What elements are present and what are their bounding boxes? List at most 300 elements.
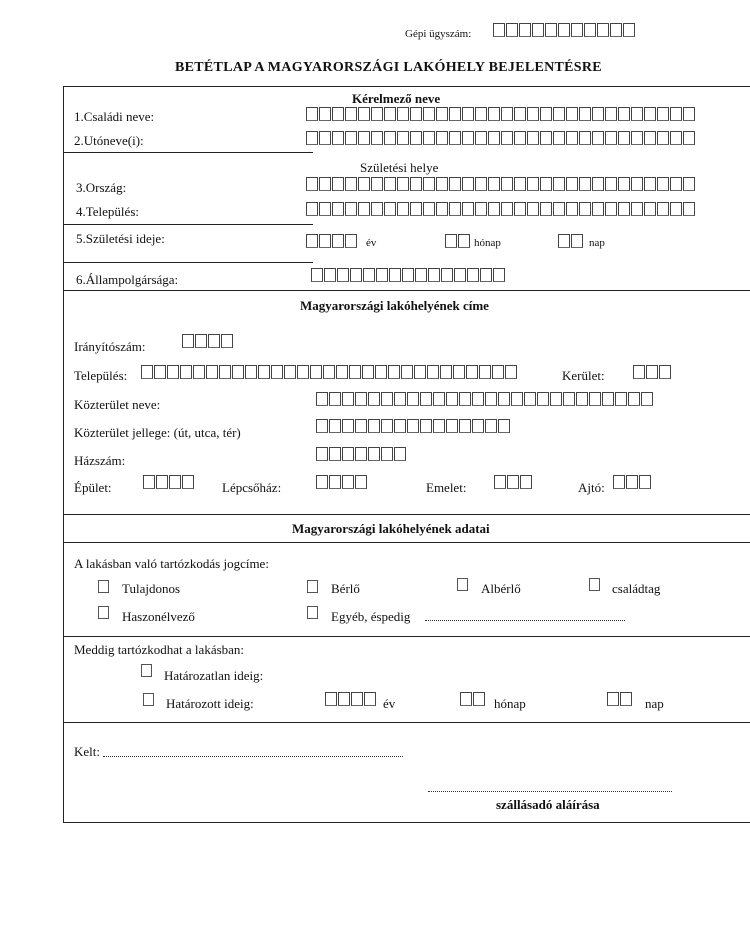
char-box[interactable] bbox=[618, 202, 630, 216]
char-box[interactable] bbox=[436, 107, 448, 121]
birth-settlement-boxes[interactable] bbox=[306, 202, 696, 218]
char-box[interactable] bbox=[338, 692, 350, 706]
given-names-boxes[interactable] bbox=[306, 131, 696, 147]
house-number-boxes[interactable] bbox=[316, 447, 407, 463]
char-box[interactable] bbox=[540, 202, 552, 216]
char-box[interactable] bbox=[368, 419, 380, 433]
char-box[interactable] bbox=[537, 392, 549, 406]
char-box[interactable] bbox=[501, 131, 513, 145]
char-box[interactable] bbox=[154, 365, 166, 379]
char-box[interactable] bbox=[193, 365, 205, 379]
char-box[interactable] bbox=[329, 447, 341, 461]
char-box[interactable] bbox=[401, 365, 413, 379]
char-box[interactable] bbox=[427, 365, 439, 379]
char-box[interactable] bbox=[520, 475, 532, 489]
char-box[interactable] bbox=[644, 177, 656, 191]
citizenship-boxes[interactable] bbox=[311, 268, 506, 284]
char-box[interactable] bbox=[453, 365, 465, 379]
char-box[interactable] bbox=[670, 107, 682, 121]
char-box[interactable] bbox=[394, 419, 406, 433]
subtenant-checkbox[interactable] bbox=[457, 578, 468, 591]
char-box[interactable] bbox=[644, 131, 656, 145]
char-box[interactable] bbox=[342, 447, 354, 461]
char-box[interactable] bbox=[459, 392, 471, 406]
char-box[interactable] bbox=[316, 392, 328, 406]
char-box[interactable] bbox=[410, 131, 422, 145]
birth-year-boxes[interactable] bbox=[306, 234, 358, 250]
char-box[interactable] bbox=[141, 365, 153, 379]
char-box[interactable] bbox=[501, 202, 513, 216]
district-boxes[interactable] bbox=[633, 365, 672, 381]
case-number-boxes[interactable] bbox=[493, 23, 636, 39]
char-box[interactable] bbox=[589, 392, 601, 406]
char-box[interactable] bbox=[407, 392, 419, 406]
char-box[interactable] bbox=[605, 177, 617, 191]
char-box[interactable] bbox=[297, 365, 309, 379]
char-box[interactable] bbox=[445, 234, 457, 248]
dated-label: Kelt: bbox=[74, 744, 100, 759]
char-box[interactable] bbox=[623, 23, 635, 37]
char-box[interactable] bbox=[644, 107, 656, 121]
char-box[interactable] bbox=[368, 447, 380, 461]
char-box[interactable] bbox=[631, 177, 643, 191]
char-box[interactable] bbox=[397, 107, 409, 121]
char-box[interactable] bbox=[436, 177, 448, 191]
char-box[interactable] bbox=[644, 202, 656, 216]
char-box[interactable] bbox=[631, 131, 643, 145]
char-box[interactable] bbox=[507, 475, 519, 489]
char-box[interactable] bbox=[319, 131, 331, 145]
tenant-checkbox[interactable] bbox=[307, 580, 318, 593]
char-box[interactable] bbox=[683, 202, 695, 216]
char-box[interactable] bbox=[384, 177, 396, 191]
street-type-boxes[interactable] bbox=[316, 419, 511, 435]
char-box[interactable] bbox=[514, 202, 526, 216]
char-box[interactable] bbox=[501, 177, 513, 191]
char-box[interactable] bbox=[310, 365, 322, 379]
char-box[interactable] bbox=[436, 131, 448, 145]
char-box[interactable] bbox=[553, 131, 565, 145]
char-box[interactable] bbox=[493, 268, 505, 282]
char-box[interactable] bbox=[576, 392, 588, 406]
char-box[interactable] bbox=[488, 177, 500, 191]
char-box[interactable] bbox=[605, 202, 617, 216]
char-box[interactable] bbox=[519, 23, 531, 37]
char-box[interactable] bbox=[329, 475, 341, 489]
usufructuary-checkbox[interactable] bbox=[98, 606, 109, 619]
until-year-boxes[interactable] bbox=[325, 692, 377, 708]
char-box[interactable] bbox=[332, 234, 344, 248]
char-box[interactable] bbox=[351, 692, 363, 706]
char-box[interactable] bbox=[454, 268, 466, 282]
char-box[interactable] bbox=[602, 392, 614, 406]
char-box[interactable] bbox=[475, 177, 487, 191]
postcode-boxes[interactable] bbox=[182, 334, 234, 350]
char-box[interactable] bbox=[460, 692, 472, 706]
char-box[interactable] bbox=[657, 202, 669, 216]
char-box[interactable] bbox=[613, 475, 625, 489]
char-box[interactable] bbox=[506, 23, 518, 37]
char-box[interactable] bbox=[271, 365, 283, 379]
char-box[interactable] bbox=[355, 475, 367, 489]
char-box[interactable] bbox=[566, 202, 578, 216]
char-box[interactable] bbox=[410, 202, 422, 216]
char-box[interactable] bbox=[381, 419, 393, 433]
char-box[interactable] bbox=[485, 419, 497, 433]
char-box[interactable] bbox=[284, 365, 296, 379]
char-box[interactable] bbox=[345, 234, 357, 248]
char-box[interactable] bbox=[167, 365, 179, 379]
char-box[interactable] bbox=[388, 365, 400, 379]
char-box[interactable] bbox=[319, 234, 331, 248]
other-detail-line[interactable] bbox=[425, 620, 625, 621]
char-box[interactable] bbox=[306, 107, 318, 121]
char-box[interactable] bbox=[446, 392, 458, 406]
char-box[interactable] bbox=[345, 107, 357, 121]
char-box[interactable] bbox=[579, 131, 591, 145]
dated-line[interactable] bbox=[103, 756, 403, 757]
char-box[interactable] bbox=[514, 177, 526, 191]
char-box[interactable] bbox=[566, 107, 578, 121]
char-box[interactable] bbox=[605, 107, 617, 121]
char-box[interactable] bbox=[410, 107, 422, 121]
char-box[interactable] bbox=[480, 268, 492, 282]
char-box[interactable] bbox=[436, 202, 448, 216]
char-box[interactable] bbox=[381, 447, 393, 461]
char-box[interactable] bbox=[475, 202, 487, 216]
char-box[interactable] bbox=[363, 268, 375, 282]
char-box[interactable] bbox=[358, 177, 370, 191]
char-box[interactable] bbox=[472, 392, 484, 406]
door-boxes[interactable] bbox=[613, 475, 652, 491]
other-checkbox[interactable] bbox=[307, 606, 318, 619]
char-box[interactable] bbox=[358, 131, 370, 145]
char-box[interactable] bbox=[566, 177, 578, 191]
char-box[interactable] bbox=[423, 107, 435, 121]
indefinite-checkbox[interactable] bbox=[141, 664, 152, 677]
char-box[interactable] bbox=[579, 177, 591, 191]
char-box[interactable] bbox=[415, 268, 427, 282]
char-box[interactable] bbox=[498, 419, 510, 433]
char-box[interactable] bbox=[540, 131, 552, 145]
birth-day-label: nap bbox=[589, 237, 605, 249]
char-box[interactable] bbox=[306, 202, 318, 216]
char-box[interactable] bbox=[410, 177, 422, 191]
char-box[interactable] bbox=[558, 234, 570, 248]
char-box[interactable] bbox=[325, 692, 337, 706]
page-title: BETÉTLAP A MAGYARORSZÁGI LAKÓHELY BEJELENTÉSRE bbox=[175, 60, 602, 75]
char-box[interactable] bbox=[232, 365, 244, 379]
char-box[interactable] bbox=[462, 107, 474, 121]
char-box[interactable] bbox=[558, 23, 570, 37]
char-box[interactable] bbox=[592, 202, 604, 216]
char-box[interactable] bbox=[527, 131, 539, 145]
street-name-boxes[interactable] bbox=[316, 392, 654, 408]
char-box[interactable] bbox=[657, 131, 669, 145]
char-box[interactable] bbox=[319, 107, 331, 121]
char-box[interactable] bbox=[182, 334, 194, 348]
char-box[interactable] bbox=[345, 202, 357, 216]
until-month-boxes[interactable] bbox=[460, 692, 486, 708]
char-box[interactable] bbox=[514, 131, 526, 145]
char-box[interactable] bbox=[449, 131, 461, 145]
char-box[interactable] bbox=[319, 202, 331, 216]
char-box[interactable] bbox=[633, 365, 645, 379]
char-box[interactable] bbox=[433, 419, 445, 433]
char-box[interactable] bbox=[182, 475, 194, 489]
char-box[interactable] bbox=[316, 447, 328, 461]
char-box[interactable] bbox=[355, 447, 367, 461]
char-box[interactable] bbox=[371, 131, 383, 145]
char-box[interactable] bbox=[420, 419, 432, 433]
char-box[interactable] bbox=[319, 177, 331, 191]
family-member-label: családtag bbox=[612, 581, 661, 596]
char-box[interactable] bbox=[245, 365, 257, 379]
char-box[interactable] bbox=[527, 177, 539, 191]
char-box[interactable] bbox=[180, 365, 192, 379]
char-box[interactable] bbox=[397, 131, 409, 145]
char-box[interactable] bbox=[323, 365, 335, 379]
char-box[interactable] bbox=[258, 365, 270, 379]
char-box[interactable] bbox=[329, 392, 341, 406]
char-box[interactable] bbox=[493, 23, 505, 37]
char-box[interactable] bbox=[332, 202, 344, 216]
char-box[interactable] bbox=[670, 131, 682, 145]
char-box[interactable] bbox=[156, 475, 168, 489]
country-boxes[interactable] bbox=[306, 177, 696, 193]
char-box[interactable] bbox=[475, 131, 487, 145]
char-box[interactable] bbox=[381, 392, 393, 406]
char-box[interactable] bbox=[615, 392, 627, 406]
char-box[interactable] bbox=[579, 202, 591, 216]
char-box[interactable] bbox=[459, 419, 471, 433]
char-box[interactable] bbox=[462, 131, 474, 145]
char-box[interactable] bbox=[492, 365, 504, 379]
char-box[interactable] bbox=[545, 23, 557, 37]
char-box[interactable] bbox=[473, 692, 485, 706]
char-box[interactable] bbox=[505, 365, 517, 379]
char-box[interactable] bbox=[488, 107, 500, 121]
char-box[interactable] bbox=[571, 23, 583, 37]
birth-day-boxes[interactable] bbox=[558, 234, 584, 250]
char-box[interactable] bbox=[498, 392, 510, 406]
char-box[interactable] bbox=[384, 202, 396, 216]
char-box[interactable] bbox=[368, 392, 380, 406]
char-box[interactable] bbox=[414, 365, 426, 379]
char-box[interactable] bbox=[143, 475, 155, 489]
owner-checkbox[interactable] bbox=[98, 580, 109, 593]
char-box[interactable] bbox=[311, 268, 323, 282]
char-box[interactable] bbox=[467, 268, 479, 282]
char-box[interactable] bbox=[384, 107, 396, 121]
char-box[interactable] bbox=[449, 107, 461, 121]
char-box[interactable] bbox=[620, 692, 632, 706]
char-box[interactable] bbox=[514, 107, 526, 121]
until-day-boxes[interactable] bbox=[607, 692, 633, 708]
given-names-label: 2.Utóneve(i): bbox=[74, 133, 144, 148]
char-box[interactable] bbox=[610, 23, 622, 37]
char-box[interactable] bbox=[342, 392, 354, 406]
signature-line[interactable] bbox=[428, 791, 672, 792]
char-box[interactable] bbox=[428, 268, 440, 282]
char-box[interactable] bbox=[683, 107, 695, 121]
char-box[interactable] bbox=[345, 177, 357, 191]
char-box[interactable] bbox=[371, 202, 383, 216]
char-box[interactable] bbox=[336, 365, 348, 379]
char-box[interactable] bbox=[553, 107, 565, 121]
staircase-boxes[interactable] bbox=[316, 475, 368, 491]
char-box[interactable] bbox=[592, 107, 604, 121]
char-box[interactable] bbox=[458, 234, 470, 248]
char-box[interactable] bbox=[355, 419, 367, 433]
birth-month-boxes[interactable] bbox=[445, 234, 471, 250]
char-box[interactable] bbox=[355, 392, 367, 406]
char-box[interactable] bbox=[449, 177, 461, 191]
definite-checkbox[interactable] bbox=[143, 693, 154, 706]
char-box[interactable] bbox=[402, 268, 414, 282]
char-box[interactable] bbox=[306, 177, 318, 191]
char-box[interactable] bbox=[607, 692, 619, 706]
char-box[interactable] bbox=[579, 107, 591, 121]
char-box[interactable] bbox=[553, 177, 565, 191]
char-box[interactable] bbox=[646, 365, 658, 379]
char-box[interactable] bbox=[332, 107, 344, 121]
char-box[interactable] bbox=[394, 447, 406, 461]
char-box[interactable] bbox=[358, 107, 370, 121]
char-box[interactable] bbox=[350, 268, 362, 282]
char-box[interactable] bbox=[592, 131, 604, 145]
char-box[interactable] bbox=[433, 392, 445, 406]
char-box[interactable] bbox=[329, 419, 341, 433]
char-box[interactable] bbox=[540, 177, 552, 191]
char-box[interactable] bbox=[475, 107, 487, 121]
char-box[interactable] bbox=[397, 202, 409, 216]
char-box[interactable] bbox=[342, 419, 354, 433]
char-box[interactable] bbox=[389, 268, 401, 282]
char-box[interactable] bbox=[584, 23, 596, 37]
char-box[interactable] bbox=[345, 131, 357, 145]
char-box[interactable] bbox=[657, 177, 669, 191]
char-box[interactable] bbox=[563, 392, 575, 406]
char-box[interactable] bbox=[407, 419, 419, 433]
char-box[interactable] bbox=[316, 419, 328, 433]
family-member-checkbox[interactable] bbox=[589, 578, 600, 591]
char-box[interactable] bbox=[631, 107, 643, 121]
char-box[interactable] bbox=[221, 334, 233, 348]
char-box[interactable] bbox=[494, 475, 506, 489]
char-box[interactable] bbox=[631, 202, 643, 216]
char-box[interactable] bbox=[553, 202, 565, 216]
char-box[interactable] bbox=[423, 131, 435, 145]
char-box[interactable] bbox=[659, 365, 671, 379]
char-box[interactable] bbox=[532, 23, 544, 37]
char-box[interactable] bbox=[527, 202, 539, 216]
char-box[interactable] bbox=[501, 107, 513, 121]
char-box[interactable] bbox=[441, 268, 453, 282]
char-box[interactable] bbox=[618, 177, 630, 191]
char-box[interactable] bbox=[639, 475, 651, 489]
char-box[interactable] bbox=[657, 107, 669, 121]
char-box[interactable] bbox=[524, 392, 536, 406]
char-box[interactable] bbox=[462, 202, 474, 216]
char-box[interactable] bbox=[219, 365, 231, 379]
char-box[interactable] bbox=[342, 475, 354, 489]
char-box[interactable] bbox=[349, 365, 361, 379]
floor-boxes[interactable] bbox=[494, 475, 533, 491]
residence-data-heading: Magyarországi lakóhelyének adatai bbox=[292, 521, 490, 536]
char-box[interactable] bbox=[571, 234, 583, 248]
char-box[interactable] bbox=[375, 365, 387, 379]
char-box[interactable] bbox=[449, 202, 461, 216]
char-box[interactable] bbox=[683, 177, 695, 191]
char-box[interactable] bbox=[306, 234, 318, 248]
char-box[interactable] bbox=[618, 107, 630, 121]
char-box[interactable] bbox=[628, 392, 640, 406]
char-box[interactable] bbox=[641, 392, 653, 406]
char-box[interactable] bbox=[527, 107, 539, 121]
char-box[interactable] bbox=[423, 202, 435, 216]
char-box[interactable] bbox=[550, 392, 562, 406]
char-box[interactable] bbox=[485, 392, 497, 406]
char-box[interactable] bbox=[358, 202, 370, 216]
char-box[interactable] bbox=[376, 268, 388, 282]
char-box[interactable] bbox=[364, 692, 376, 706]
char-box[interactable] bbox=[479, 365, 491, 379]
char-box[interactable] bbox=[206, 365, 218, 379]
char-box[interactable] bbox=[466, 365, 478, 379]
family-name-boxes[interactable] bbox=[306, 107, 696, 123]
char-box[interactable] bbox=[440, 365, 452, 379]
char-box[interactable] bbox=[324, 268, 336, 282]
char-box[interactable] bbox=[362, 365, 374, 379]
house-number-label: Házszám: bbox=[74, 453, 126, 468]
char-box[interactable] bbox=[540, 107, 552, 121]
char-box[interactable] bbox=[670, 202, 682, 216]
char-box[interactable] bbox=[316, 475, 328, 489]
char-box[interactable] bbox=[371, 177, 383, 191]
char-box[interactable] bbox=[488, 202, 500, 216]
char-box[interactable] bbox=[371, 107, 383, 121]
char-box[interactable] bbox=[332, 177, 344, 191]
char-box[interactable] bbox=[195, 334, 207, 348]
char-box[interactable] bbox=[306, 131, 318, 145]
char-box[interactable] bbox=[670, 177, 682, 191]
char-box[interactable] bbox=[420, 392, 432, 406]
char-box[interactable] bbox=[462, 177, 474, 191]
char-box[interactable] bbox=[394, 392, 406, 406]
char-box[interactable] bbox=[332, 131, 344, 145]
char-box[interactable] bbox=[488, 131, 500, 145]
building-boxes[interactable] bbox=[143, 475, 195, 491]
char-box[interactable] bbox=[605, 131, 617, 145]
char-box[interactable] bbox=[384, 131, 396, 145]
char-box[interactable] bbox=[472, 419, 484, 433]
char-box[interactable] bbox=[511, 392, 523, 406]
char-box[interactable] bbox=[592, 177, 604, 191]
char-box[interactable] bbox=[566, 131, 578, 145]
char-box[interactable] bbox=[618, 131, 630, 145]
char-box[interactable] bbox=[208, 334, 220, 348]
char-box[interactable] bbox=[397, 177, 409, 191]
char-box[interactable] bbox=[597, 23, 609, 37]
char-box[interactable] bbox=[446, 419, 458, 433]
char-box[interactable] bbox=[626, 475, 638, 489]
char-box[interactable] bbox=[683, 131, 695, 145]
char-box[interactable] bbox=[169, 475, 181, 489]
char-box[interactable] bbox=[337, 268, 349, 282]
address-settlement-boxes[interactable] bbox=[141, 365, 518, 381]
char-box[interactable] bbox=[423, 177, 435, 191]
